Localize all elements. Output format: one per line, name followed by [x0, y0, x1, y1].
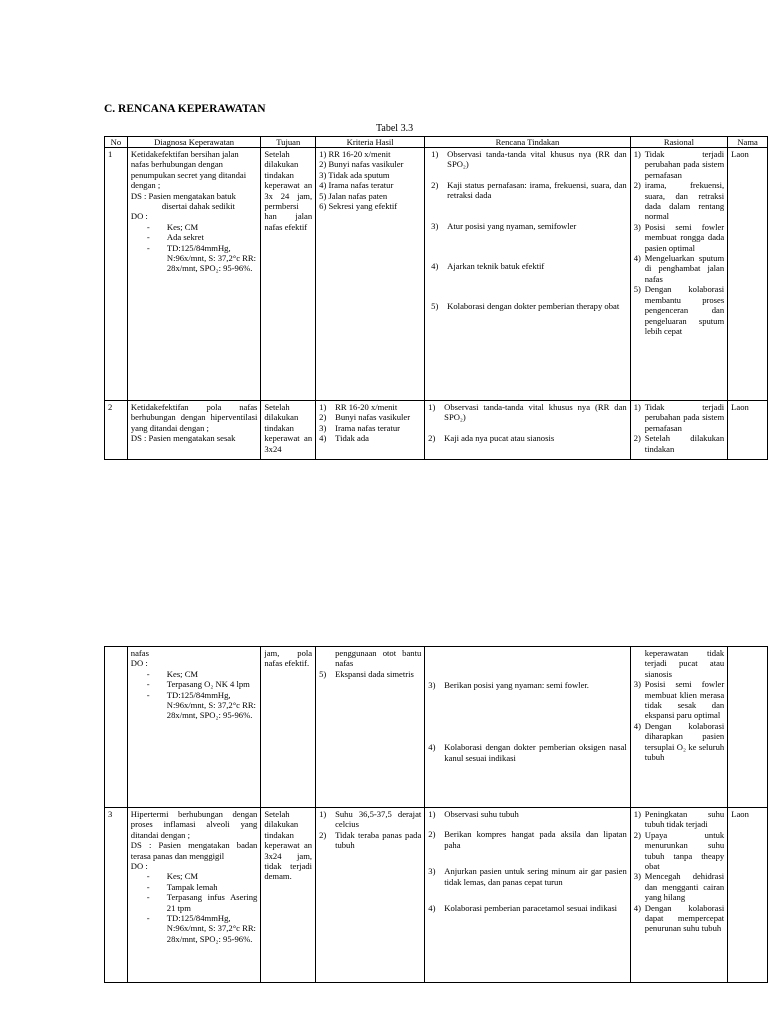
list-item: 4) Kolaborasi dengan dokter pemberian oksigen nasal kanul sesuai indikasi [428, 742, 627, 763]
header-rencana: Rencana Tindakan [425, 137, 631, 148]
list-item: 2) irama, frekuensi, suara, dan retraksi dada dalam rentang normal [633, 180, 725, 222]
rencana-cell [425, 808, 631, 983]
list-item: 4) Tidak ada [319, 433, 369, 444]
list-item: 1) RR 16-20 x/menit [319, 149, 391, 159]
rasional-list [634, 809, 724, 934]
list-item: 5) Kolaborasi dengan dokter pemberian therapy obat [431, 301, 620, 312]
nama-cell [728, 647, 768, 808]
tujuan-cell: jam, pola nafas efektif. [261, 647, 316, 808]
nama-cell: Laon [728, 148, 768, 401]
row-number: 3 [105, 808, 128, 983]
list-item: - Kes; CM [144, 222, 258, 232]
do-label: DO : [130, 658, 148, 669]
row-number: 1 [105, 148, 128, 401]
diagnosa-text: Ketidakefektifan bersihan jalan nafas berhubungan dengan penumpukan secret yang ditandai dengan ; [130, 149, 247, 191]
list-item: 2) Upaya untuk menurunkan suhu tubuh tanpa theapy obat [633, 829, 725, 872]
rencana-list [428, 680, 627, 763]
table-header-row [105, 137, 768, 148]
list-item: 2) Tidak teraba panas pada tubuh [319, 829, 422, 851]
list-item: 2) Kaji ada nya pucat atau sianosis [428, 432, 555, 443]
list-item: 3) Tidak ada sputum [319, 169, 390, 180]
table-caption: Tabel 3.3 [376, 123, 414, 134]
rencana-cell [425, 401, 631, 460]
do-list [131, 871, 258, 944]
table-row [105, 148, 768, 401]
list-item: 1) Peningkatan suhu tubuh tidak terjadi [633, 809, 725, 830]
do-list [131, 222, 258, 274]
care-plan-table [104, 136, 768, 460]
row-number [105, 647, 128, 808]
rencana-list [428, 809, 627, 913]
header-no: No [105, 137, 128, 148]
rencana-list [428, 149, 627, 312]
rasional-cell [630, 647, 727, 808]
do-label: DO : [130, 861, 148, 872]
diagnosa-text: nafas [130, 648, 149, 658]
table-row [105, 647, 768, 808]
list-item: 1) RR 16-20 x/menit [319, 402, 398, 412]
kriteria-cell [316, 808, 425, 983]
diagnosa-text: Hipertermi berhubungan dengan proses inflamasi alveoli yang ditandai dengan ; [130, 809, 258, 840]
do-label: DO : [130, 211, 148, 222]
list-item: 3) Irama nafas teratur [319, 422, 401, 433]
list-item: 2) Kaji status pernafasan: irama, frekuensi, suara, dan retraksi dada [431, 179, 627, 201]
list-item: 1) Observasi tanda-tanda vital khusus nya (RR dan SPO₂) [431, 149, 627, 170]
ds-label: DS : Pasien mengatakan badan terasa panas dan menggigil [130, 840, 258, 861]
list-item: - TD:125/84mmHg, N:96x/mnt, S: 37,2°c RR: 28x/mnt, SPO₂: 95-96%. [144, 690, 258, 721]
list-item: 5) Ekspansi dada simetris [319, 668, 414, 679]
list-item-continuation: penggunaan otot bantu nafas [335, 648, 422, 669]
list-item: - Terpasang infus Asering 21 tpm [144, 892, 258, 913]
rencana-cell [425, 148, 631, 401]
list-item: 5) Jalan nafas paten [319, 190, 388, 201]
nama-cell: Laon [728, 808, 768, 983]
list-item: 3) Posisi semi fowler membuat rongga dada pasien optimal [633, 221, 725, 253]
list-item: 1) Observasi tanda-tanda vital khusus nya (RR dan SPO₂) [428, 402, 627, 423]
list-item: 4) Kolaborasi pemberian paracetamol sesuai indikasi [428, 903, 618, 914]
rencana-cell [425, 647, 631, 808]
kriteria-list [319, 809, 421, 851]
diagnosa-cell [127, 148, 261, 401]
list-item: 1) Observasi suhu tubuh [428, 809, 519, 819]
header-kriteria: Kriteria Hasil [316, 137, 425, 148]
header-tujuan: Tujuan [261, 137, 316, 148]
diagnosa-cell [127, 647, 261, 808]
row-number: 2 [105, 401, 128, 460]
list-item: 2) Bunyi nafas vasikuler [319, 412, 411, 423]
diagnosa-text: Ketidakefektifan pola nafas berhubungan dengan hiperventilasi yang ditandai dengan ; [130, 402, 258, 433]
list-item: 4) Mengeluarkan sputum di penghambat jalan nafas [633, 253, 725, 284]
list-item: 3) Posisi semi fowler membuat klien merasa tidak sesak dan ekspansi paru optimal [633, 679, 725, 721]
section-heading: C. RENCANA KEPERAWATAN [104, 103, 266, 115]
list-item: - TD:125/84mmHg, N:96x/mnt, S: 37,2°c RR: 28x/mnt, SPO₂: 95-96%. [144, 243, 258, 274]
header-rasional: Rasional [630, 137, 727, 148]
kriteria-list [319, 402, 421, 444]
list-item: 3) Atur posisi yang nyaman, semifowler [431, 220, 577, 231]
list-item: 1) Tidak terjadi perubahan pada sistem pernafasan [633, 149, 725, 180]
list-item: - TD:125/84mmHg, N:96x/mnt, S: 37,2°c RR: 28x/mnt, SPO₂: 95-96%. [144, 913, 258, 944]
kriteria-cell [316, 401, 425, 460]
list-item: 2) Bunyi nafas vasikuler [319, 159, 404, 170]
do-list [131, 669, 258, 721]
list-item-continuation: keperawatan tidak terjadi pucat atau sianosis [644, 648, 725, 679]
list-item: 5) Dengan kolaborasi membantu proses pengenceran dan pengeluaran sputum lebih cepat [633, 284, 725, 336]
diagnosa-cell [127, 401, 261, 460]
list-item: - Ada sekret [144, 232, 258, 242]
header-nama: Nama [728, 137, 768, 148]
list-item: 3) Berikan posisi yang nyaman: semi fowler. [428, 680, 589, 690]
rasional-cell [630, 148, 727, 401]
table-row [105, 808, 768, 983]
rasional-list [634, 679, 724, 762]
rasional-list [634, 402, 724, 454]
list-item: 1) Tidak terjadi perubahan pada sistem pernafasan [633, 402, 725, 433]
tujuan-cell: Setelah dilakukan tindakan keperawat an 3x 24 jam, permbersi han jalan nafas efektif [261, 148, 316, 401]
care-plan-table-continued [104, 646, 768, 983]
list-item: 1) Suhu 36,5-37,5 derajat celcius [319, 809, 422, 830]
list-item: - Kes; CM [144, 871, 258, 881]
rasional-cell [630, 808, 727, 983]
nama-cell: Laon [728, 401, 768, 460]
rasional-list [634, 149, 724, 336]
list-item: 2) Setelah dilakukan tindakan [633, 433, 725, 454]
table-row [105, 401, 768, 460]
tujuan-cell: Setelah dilakukan tindakan keperawat an 3x24 [261, 401, 316, 460]
list-item: 2) Berikan kompres hangat pada aksila dan lipatan paha [428, 829, 627, 850]
list-item: - Kes; CM [144, 669, 258, 679]
list-item: 4) Irama nafas teratur [319, 180, 394, 191]
list-item: - Terpasang O₂ NK 4 lpm [144, 679, 258, 689]
list-item: 4) Ajarkan teknik batuk efektif [431, 261, 545, 272]
diagnosa-cell [127, 808, 261, 983]
rasional-cell [630, 401, 727, 460]
list-item: 3) Mencegah dehidrasi dan mengganti cairan yang hilang [633, 871, 725, 903]
header-diagnosa: Diagnosa Keperawatan [127, 137, 261, 148]
list-item: 3) Anjurkan pasien untuk sering minum air gar pasien tidak lemas, dan panas cepat turun [428, 866, 627, 887]
list-item: - Tampak lemah [144, 882, 258, 892]
ds-label: DS : Pasien mengatakan batuk [130, 190, 236, 201]
kriteria-cell [316, 647, 425, 808]
list-item: 4) Dengan kolaborasi dapat mempercepat penurunan suhu tubuh [633, 902, 725, 934]
rencana-list [428, 402, 627, 443]
list-item: 6) Sekresi yang efektif [319, 201, 398, 212]
tujuan-cell: Setelah dilakukan tindakan keperawat an 3x24 jam, tidak terjadi demam. [261, 808, 316, 983]
ds-label: DS : Pasien mengatakan sesak [130, 433, 236, 444]
kriteria-list [319, 669, 421, 679]
list-item: 4) Dengan kolaborasi diharapkan pasien tersuplai O₂ ke seluruh tubuh [633, 720, 725, 763]
ds-continuation: disertai dahak sedikit [161, 201, 235, 212]
kriteria-cell [316, 148, 425, 401]
